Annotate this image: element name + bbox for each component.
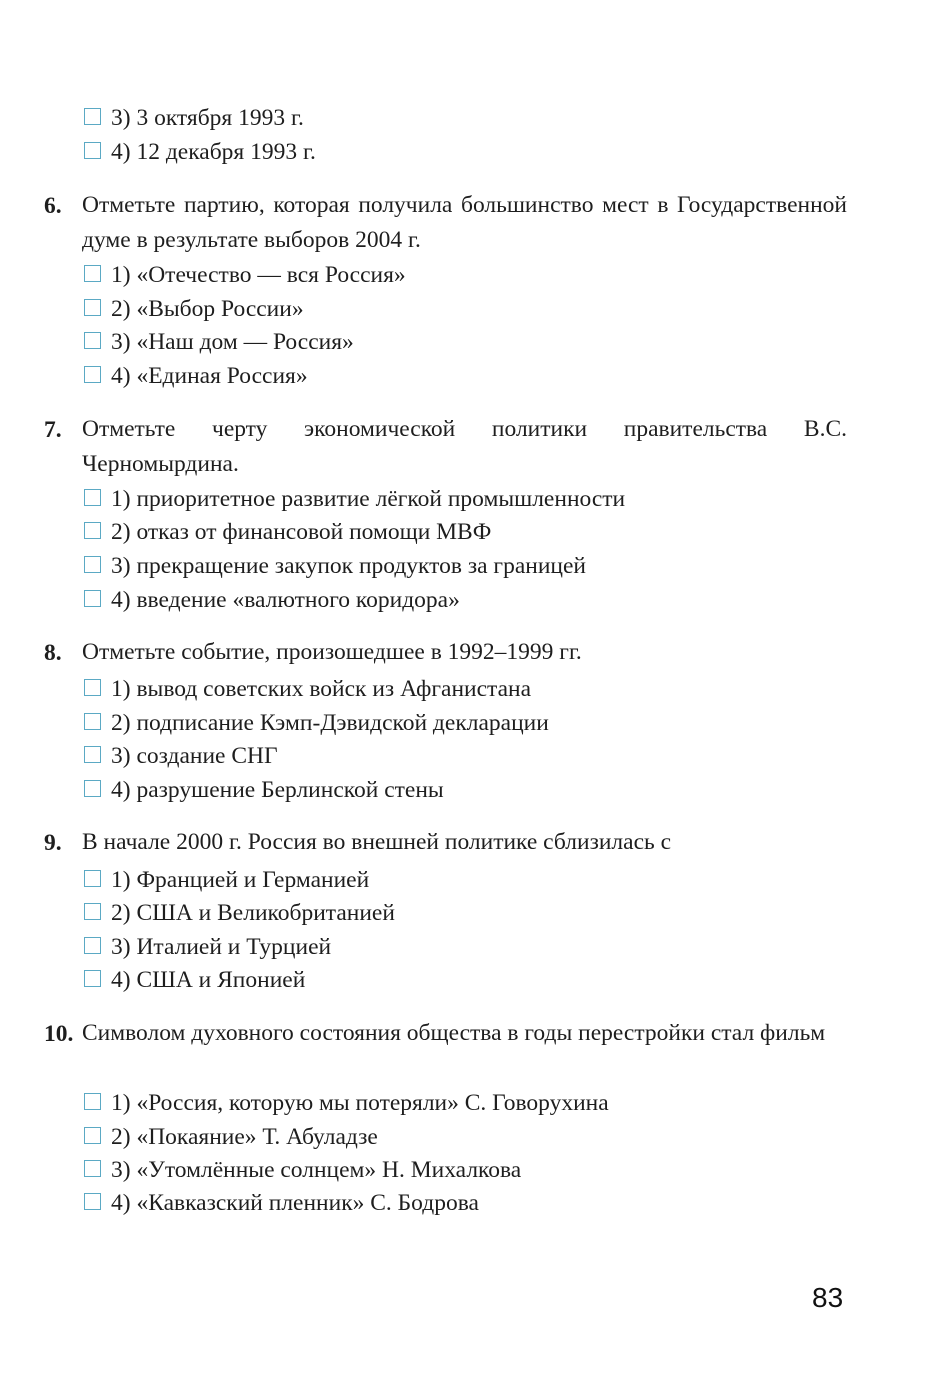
option-label: 4) «Кавказский пленник» С. Бодрова	[111, 1190, 479, 1216]
question-number: 6.	[44, 193, 62, 219]
option-label: 1) «Отечество — вся Россия»	[111, 262, 406, 288]
option-checkbox[interactable]	[84, 366, 101, 383]
option-checkbox[interactable]	[84, 713, 101, 730]
question-text: Отметьте событие, произошедшее в 1992–1999 гг.	[82, 639, 582, 665]
option-checkbox[interactable]	[84, 108, 101, 125]
question-text: Отметьте черту экономической политики правительства В.С. Черномырдина.	[82, 416, 847, 477]
option-checkbox[interactable]	[84, 746, 101, 763]
option-label: 4) «Единая Россия»	[111, 363, 308, 389]
option-item	[84, 361, 308, 391]
option-label: 2) подписание Кэмп-Дэвидской декларации	[111, 710, 549, 736]
option-item	[84, 674, 531, 704]
option-label: 2) «Покаяние» Т. Абуладзе	[111, 1124, 378, 1150]
option-label: 1) «Россия, которую мы потеряли» С. Говорухина	[111, 1090, 609, 1116]
option-item	[84, 517, 491, 547]
question-number: 9.	[44, 830, 62, 856]
option-checkbox[interactable]	[84, 556, 101, 573]
option-label: 1) вывод советских войск из Афганистана	[111, 676, 532, 702]
option-label: 1) приоритетное развитие лёгкой промышленности	[111, 486, 626, 512]
option-checkbox[interactable]	[84, 679, 101, 696]
option-checkbox[interactable]	[84, 1093, 101, 1110]
option-item	[84, 1188, 479, 1218]
option-label: 4) США и Японией	[111, 967, 306, 993]
question-number: 7.	[44, 417, 62, 443]
option-label: 1) Францией и Германией	[111, 867, 370, 893]
option-item	[84, 585, 460, 615]
option-item	[84, 708, 549, 738]
option-label: 2) отказ от финансовой помощи МВФ	[111, 519, 492, 545]
option-label: 2) «Выбор России»	[111, 296, 304, 322]
option-checkbox[interactable]	[84, 522, 101, 539]
option-item	[84, 260, 406, 290]
option-checkbox[interactable]	[84, 903, 101, 920]
option-item	[84, 1122, 378, 1152]
option-checkbox[interactable]	[84, 937, 101, 954]
option-checkbox[interactable]	[84, 970, 101, 987]
option-label: 3) 3 октября 1993 г.	[111, 105, 304, 131]
option-checkbox[interactable]	[84, 780, 101, 797]
option-checkbox[interactable]	[84, 299, 101, 316]
option-checkbox[interactable]	[84, 265, 101, 282]
question-text: Отметьте партию, которая получила большинство мест в Государственной думе в результате выборов 2004 г.	[82, 192, 847, 253]
option-checkbox[interactable]	[84, 1193, 101, 1210]
option-label: 4) разрушение Берлинской стены	[111, 777, 444, 803]
option-checkbox[interactable]	[84, 870, 101, 887]
option-item	[84, 965, 305, 995]
option-item	[84, 1088, 609, 1118]
option-label: 4) введение «валютного коридора»	[111, 587, 460, 613]
option-item	[84, 327, 354, 357]
option-item	[84, 551, 586, 581]
option-checkbox[interactable]	[84, 1160, 101, 1177]
question-number: 8.	[44, 640, 62, 666]
option-label: 3) создание СНГ	[111, 743, 278, 769]
option-item	[84, 898, 395, 928]
option-label: 3) прекращение закупок продуктов за границей	[111, 553, 586, 579]
option-label: 3) Италией и Турцией	[111, 934, 332, 960]
option-checkbox[interactable]	[84, 590, 101, 607]
option-item	[84, 137, 316, 167]
page-number: 83	[812, 1282, 844, 1313]
question-text: Символом духовного состояния общества в годы перестройки стал фильм	[82, 1020, 826, 1046]
option-checkbox[interactable]	[84, 332, 101, 349]
option-label: 3) «Наш дом — Россия»	[111, 329, 354, 355]
question-number: 10.	[44, 1021, 74, 1047]
question-text: В начале 2000 г. Россия во внешней политике сблизилась с	[82, 829, 672, 855]
option-item	[84, 103, 304, 133]
option-item	[84, 775, 444, 805]
option-checkbox[interactable]	[84, 1127, 101, 1144]
option-item	[84, 1155, 521, 1185]
option-item	[84, 484, 625, 514]
option-label: 3) «Утомлённые солнцем» Н. Михалкова	[111, 1157, 522, 1183]
option-checkbox[interactable]	[84, 142, 101, 159]
option-item	[84, 294, 304, 324]
option-item	[84, 865, 369, 895]
option-label: 4) 12 декабря 1993 г.	[111, 139, 316, 165]
option-item	[84, 932, 331, 962]
option-label: 2) США и Великобританией	[111, 900, 395, 926]
option-checkbox[interactable]	[84, 489, 101, 506]
option-item	[84, 741, 278, 771]
